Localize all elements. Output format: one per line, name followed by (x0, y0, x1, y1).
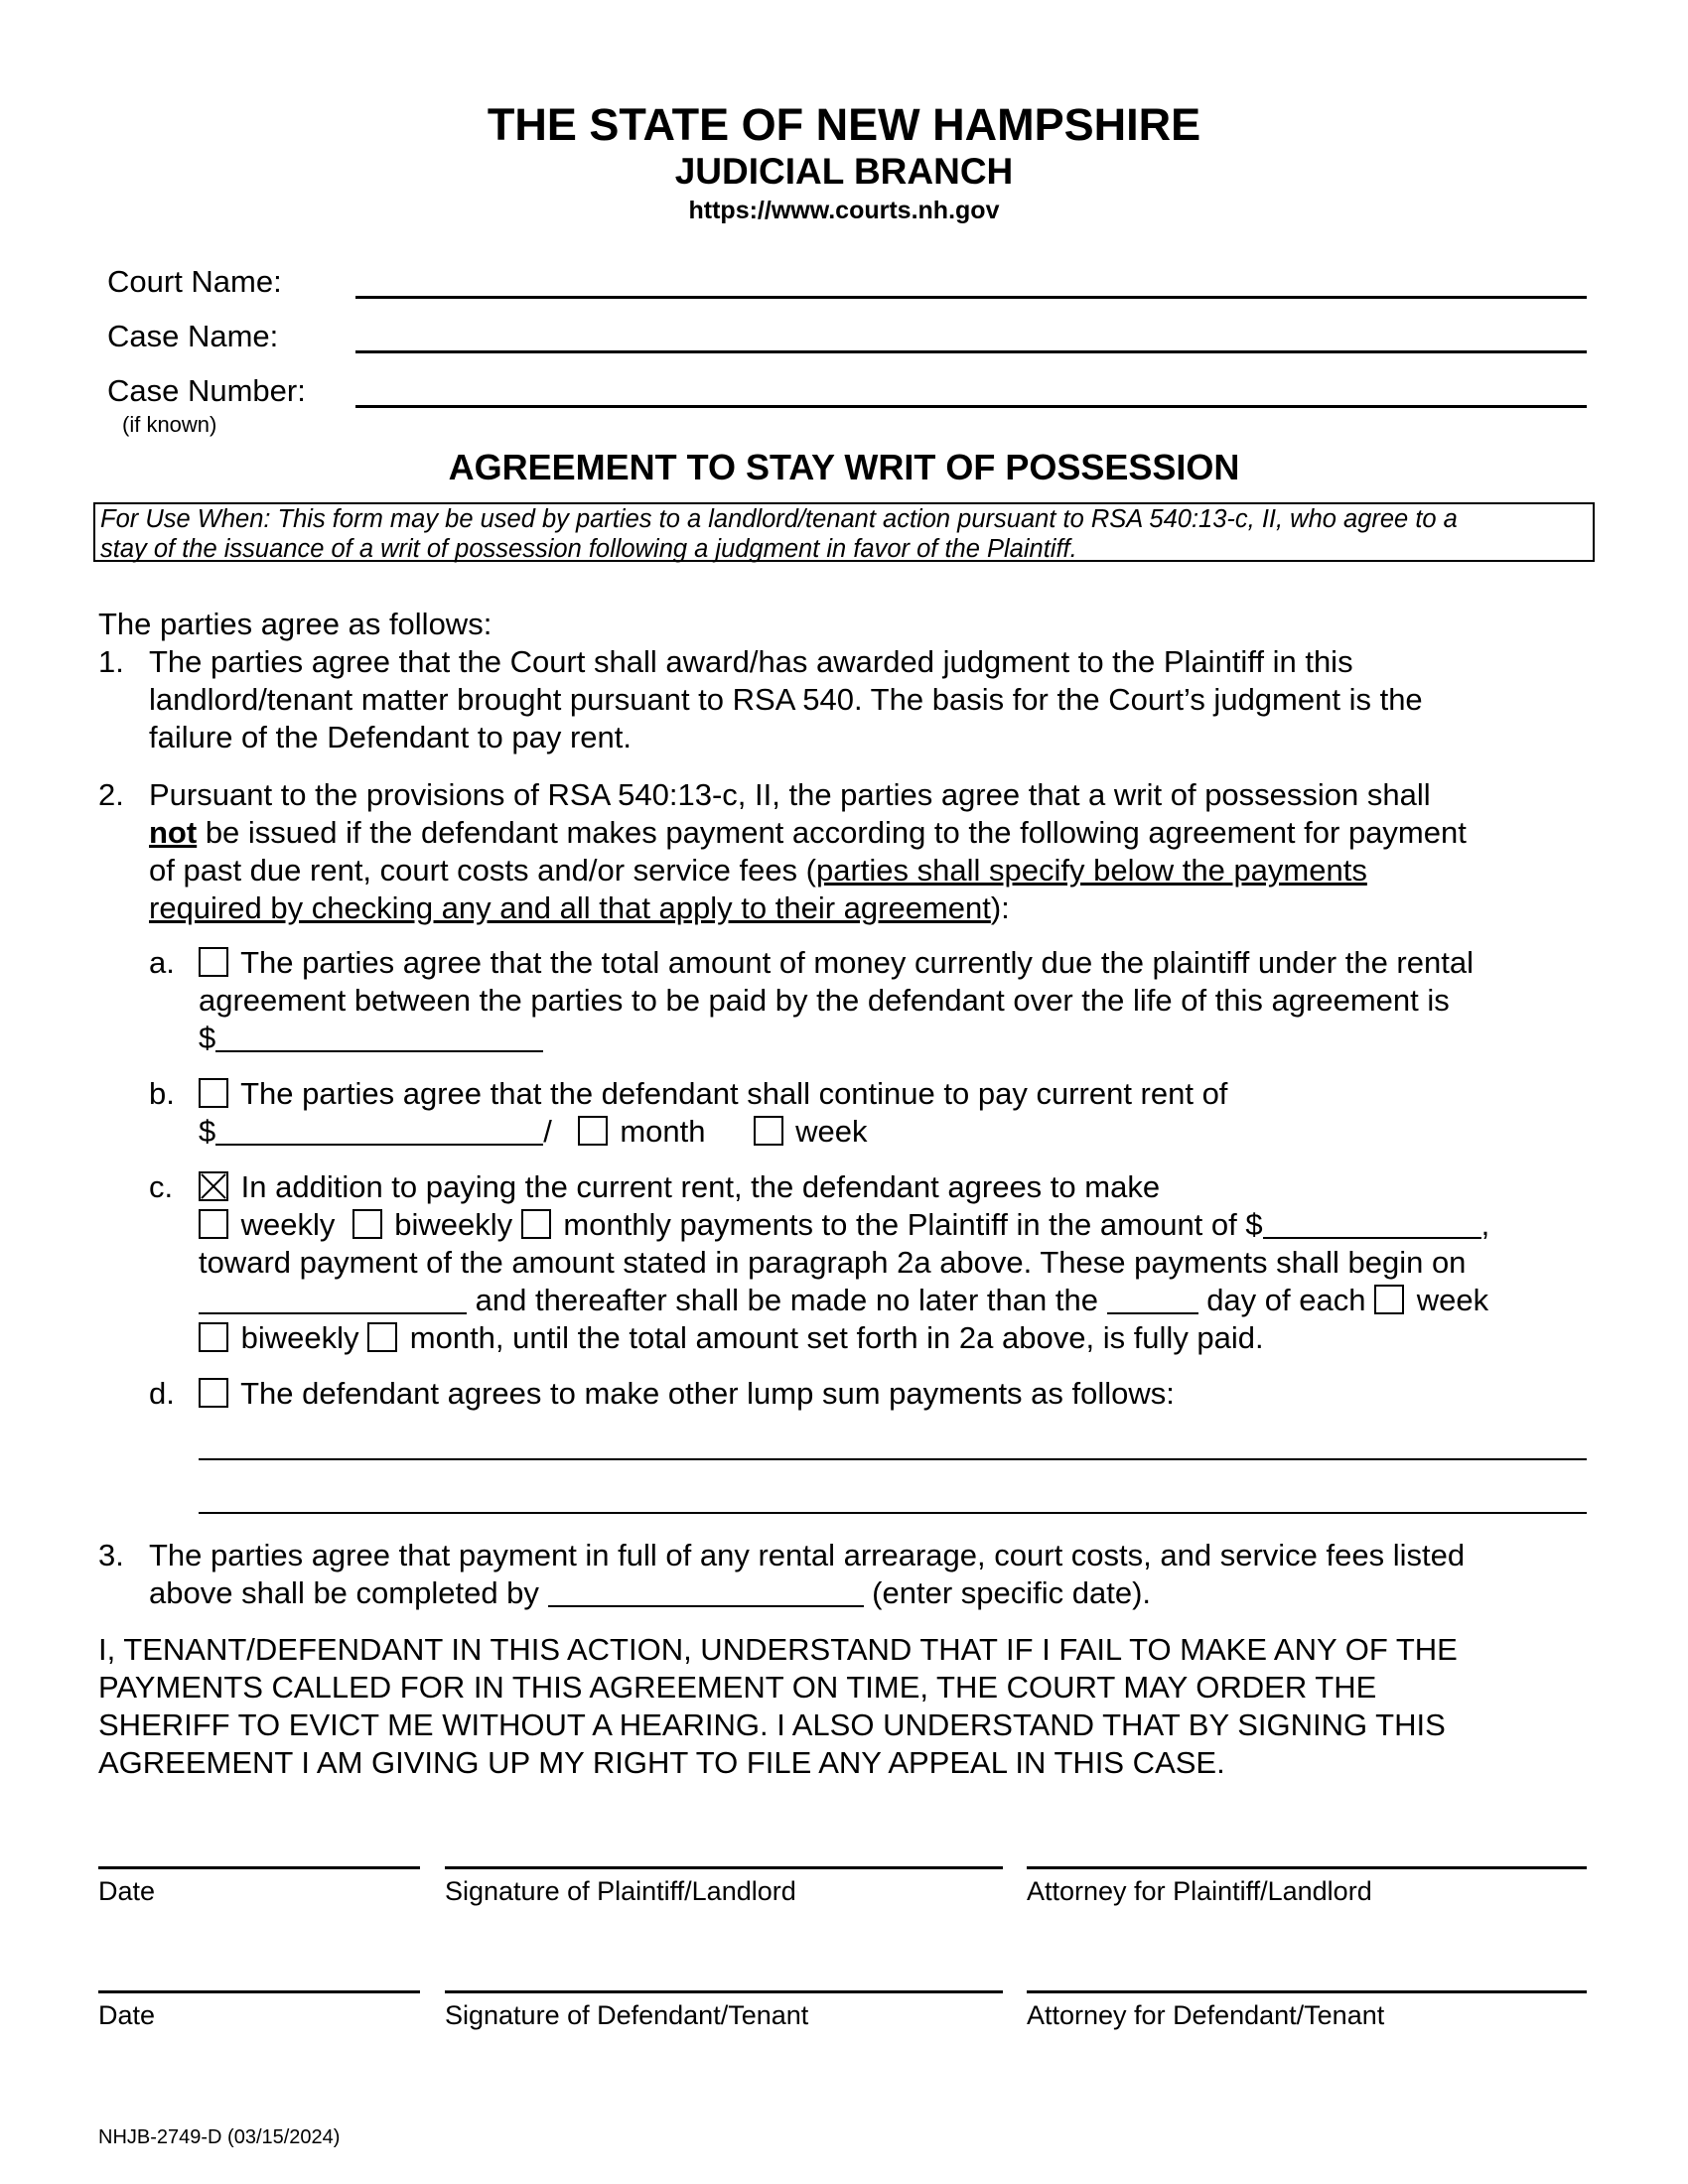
item-d-blank-line-2[interactable] (199, 1512, 1587, 1514)
p2-not-emphasis: not (149, 815, 198, 850)
date-line-defendant[interactable] (98, 1990, 420, 1993)
item-c-day-field[interactable] (1107, 1285, 1198, 1314)
signature-line-plaintiff[interactable] (445, 1866, 1003, 1869)
warning-line-2: PAYMENTS CALLED FOR IN THIS AGREEMENT ON TIME, THE COURT MAY ORDER THE (98, 1670, 1377, 1705)
date-caption-plaintiff: Date (98, 1876, 156, 1906)
item-b-label: b. (149, 1076, 175, 1111)
item-d-text-1: The defendant agrees to make other lump sum payments as follows: (240, 1376, 1175, 1411)
item-c-monthly-text: monthly payments to the Plaintiff in the amount of $ (563, 1207, 1263, 1242)
form-title: AGREEMENT TO STAY WRIT OF POSSESSION (448, 447, 1240, 487)
signature-line-defendant[interactable] (445, 1990, 1003, 1993)
item-c-biweekly2-checkbox[interactable] (199, 1322, 228, 1352)
case-number-field[interactable] (355, 405, 1587, 408)
use-when-line-2: stay of the issuance of a writ of possession following a judgment in favor of the Plaintiff. (100, 535, 1077, 563)
use-when-box (93, 502, 1595, 562)
p3-line-2 (149, 1574, 1151, 1612)
attorney-line-defendant[interactable] (1027, 1990, 1587, 1993)
p2-line-3-underlined: parties shall specify below the payments (816, 853, 1367, 887)
date-line-plaintiff[interactable] (98, 1866, 420, 1869)
p2-line-1: Pursuant to the provisions of RSA 540:13-c, II, the parties agree that a writ of possession shall (149, 777, 1431, 812)
p1-line-3: failure of the Defendant to pay rent. (149, 720, 632, 754)
item-c-biweekly-checkbox[interactable] (352, 1209, 382, 1239)
item-b-line-1 (199, 1075, 1227, 1113)
case-number-label: Case Number: (107, 373, 306, 408)
intro-text: The parties agree as follows: (98, 607, 492, 641)
warning-line-4: AGREEMENT I AM GIVING UP MY RIGHT TO FILE ANY APPEAL IN THIS CASE. (98, 1745, 1225, 1780)
item-b-week-label: week (795, 1114, 868, 1149)
p2-line-3-text: of past due rent, court costs and/or service fees ( (149, 853, 816, 887)
p2-line-4 (149, 889, 1010, 927)
item-b-text-1: The parties agree that the defendant shall continue to pay current rent of (240, 1076, 1228, 1111)
item-c-biweekly2-label: biweekly (240, 1320, 359, 1355)
item-c-label: c. (149, 1169, 174, 1204)
p2-line-4-underlined: required by checking any and all that apply to their agreement (149, 890, 991, 925)
if-known-note: (if known) (122, 412, 217, 437)
use-when-line-1: For Use When: This form may be used by parties to a landlord/tenant action pursuant to RSA 540:13-c, II, who agree to a (100, 505, 1458, 533)
item-c-line-5-text: month, until the total amount set forth in 2a above, is fully paid. (409, 1320, 1264, 1355)
item-d-line-1 (199, 1375, 1175, 1413)
case-name-field[interactable] (355, 350, 1587, 353)
p1-number: 1. (98, 644, 124, 679)
p3-line-2-text: above shall be completed by (149, 1575, 539, 1610)
item-b-rent-field[interactable] (215, 1116, 543, 1146)
p2-number: 2. (98, 777, 124, 812)
item-a-checkbox[interactable] (199, 947, 228, 977)
warning-line-3: SHERIFF TO EVICT ME WITHOUT A HEARING. I ALSO UNDERSTAND THAT BY SIGNING THIS (98, 1707, 1446, 1742)
p2-line-2 (149, 814, 1467, 852)
item-c-line-3: toward payment of the amount stated in paragraph 2a above. These payments shall begin on (199, 1245, 1467, 1280)
item-d-checkbox[interactable] (199, 1378, 228, 1408)
court-name-field[interactable] (355, 296, 1587, 299)
p3-line-2-end: (enter specific date). (872, 1575, 1152, 1610)
date-caption-defendant: Date (98, 2000, 156, 2030)
p3-line-1: The parties agree that payment in full of any rental arrearage, court costs, and service fees listed (149, 1538, 1466, 1572)
item-c-line-4 (199, 1282, 1488, 1319)
item-c-text-1: In addition to paying the current rent, the defendant agrees to make (240, 1169, 1161, 1204)
item-a-dollar: $ (199, 1021, 216, 1055)
warning-line-1: I, TENANT/DEFENDANT IN THIS ACTION, UNDERSTAND THAT IF I FAIL TO MAKE ANY OF THE (98, 1632, 1458, 1667)
item-c-line-5 (199, 1319, 1264, 1357)
item-b-slash: / (543, 1114, 552, 1149)
p1-line-1: The parties agree that the Court shall award/has awarded judgment to the Plaintiff in this (149, 644, 1353, 679)
p2-line-2-rest: be issued if the defendant makes payment according to the following agreement for payment (197, 815, 1467, 850)
item-c-week-checkbox[interactable] (1374, 1285, 1404, 1314)
signature-caption-plaintiff: Signature of Plaintiff/Landlord (445, 1876, 796, 1906)
item-b-line-2 (199, 1113, 868, 1151)
item-c-week-label: week (1416, 1283, 1489, 1317)
item-c-comma: , (1480, 1207, 1490, 1242)
item-c-biweekly-label: biweekly (394, 1207, 513, 1242)
item-c-line-4-text: and thereafter shall be made no later than the (475, 1283, 1098, 1317)
form-id: NHJB-2749-D (03/15/2024) (98, 2126, 341, 2148)
branch-title: JUDICIAL BRANCH (674, 151, 1014, 192)
p3-date-field[interactable] (548, 1577, 864, 1607)
p1-line-2: landlord/tenant matter brought pursuant to RSA 540. The basis for the Court’s judgment is the (149, 682, 1423, 717)
item-a-line-2: agreement between the parties to be paid by the defendant over the life of this agreement is (199, 983, 1450, 1018)
p2-line-3 (149, 852, 1367, 889)
item-b-week-checkbox[interactable] (754, 1116, 783, 1146)
item-a-line-1 (199, 944, 1474, 982)
item-c-amount-field[interactable] (1263, 1209, 1481, 1239)
attorney-caption-defendant: Attorney for Defendant/Tenant (1027, 2000, 1385, 2030)
item-c-line-2 (199, 1206, 1489, 1244)
item-c-weekly-checkbox[interactable] (199, 1209, 228, 1239)
item-b-checkbox[interactable] (199, 1078, 228, 1108)
item-c-line-1 (199, 1168, 1160, 1206)
attorney-caption-plaintiff: Attorney for Plaintiff/Landlord (1027, 1876, 1372, 1906)
item-a-text-1: The parties agree that the total amount of money currently due the plaintiff under the rental (240, 945, 1474, 980)
p2-line-4-end: ): (990, 890, 1010, 925)
attorney-line-plaintiff[interactable] (1027, 1866, 1587, 1869)
item-c-start-date-field[interactable] (199, 1285, 467, 1314)
item-b-month-label: month (620, 1114, 706, 1149)
court-name-label: Court Name: (107, 264, 282, 299)
item-b-month-checkbox[interactable] (578, 1116, 608, 1146)
item-c-checkbox[interactable] (199, 1171, 228, 1201)
item-b-dollar: $ (199, 1114, 216, 1149)
p3-number: 3. (98, 1538, 124, 1572)
item-d-blank-line-1[interactable] (199, 1458, 1587, 1460)
item-a-line-3 (199, 1020, 543, 1057)
case-name-label: Case Name: (107, 319, 279, 353)
item-a-label: a. (149, 945, 175, 980)
item-c-monthly-checkbox[interactable] (521, 1209, 551, 1239)
item-c-month-checkbox[interactable] (367, 1322, 397, 1352)
item-d-label: d. (149, 1376, 175, 1411)
item-a-amount-field[interactable] (215, 1023, 543, 1052)
court-url[interactable]: https://www.courts.nh.gov (688, 197, 1000, 224)
state-title: THE STATE OF NEW HAMPSHIRE (487, 99, 1201, 150)
signature-caption-defendant: Signature of Defendant/Tenant (445, 2000, 809, 2030)
item-c-weekly-label: weekly (240, 1207, 336, 1242)
item-c-day-of-each: day of each (1206, 1283, 1366, 1317)
